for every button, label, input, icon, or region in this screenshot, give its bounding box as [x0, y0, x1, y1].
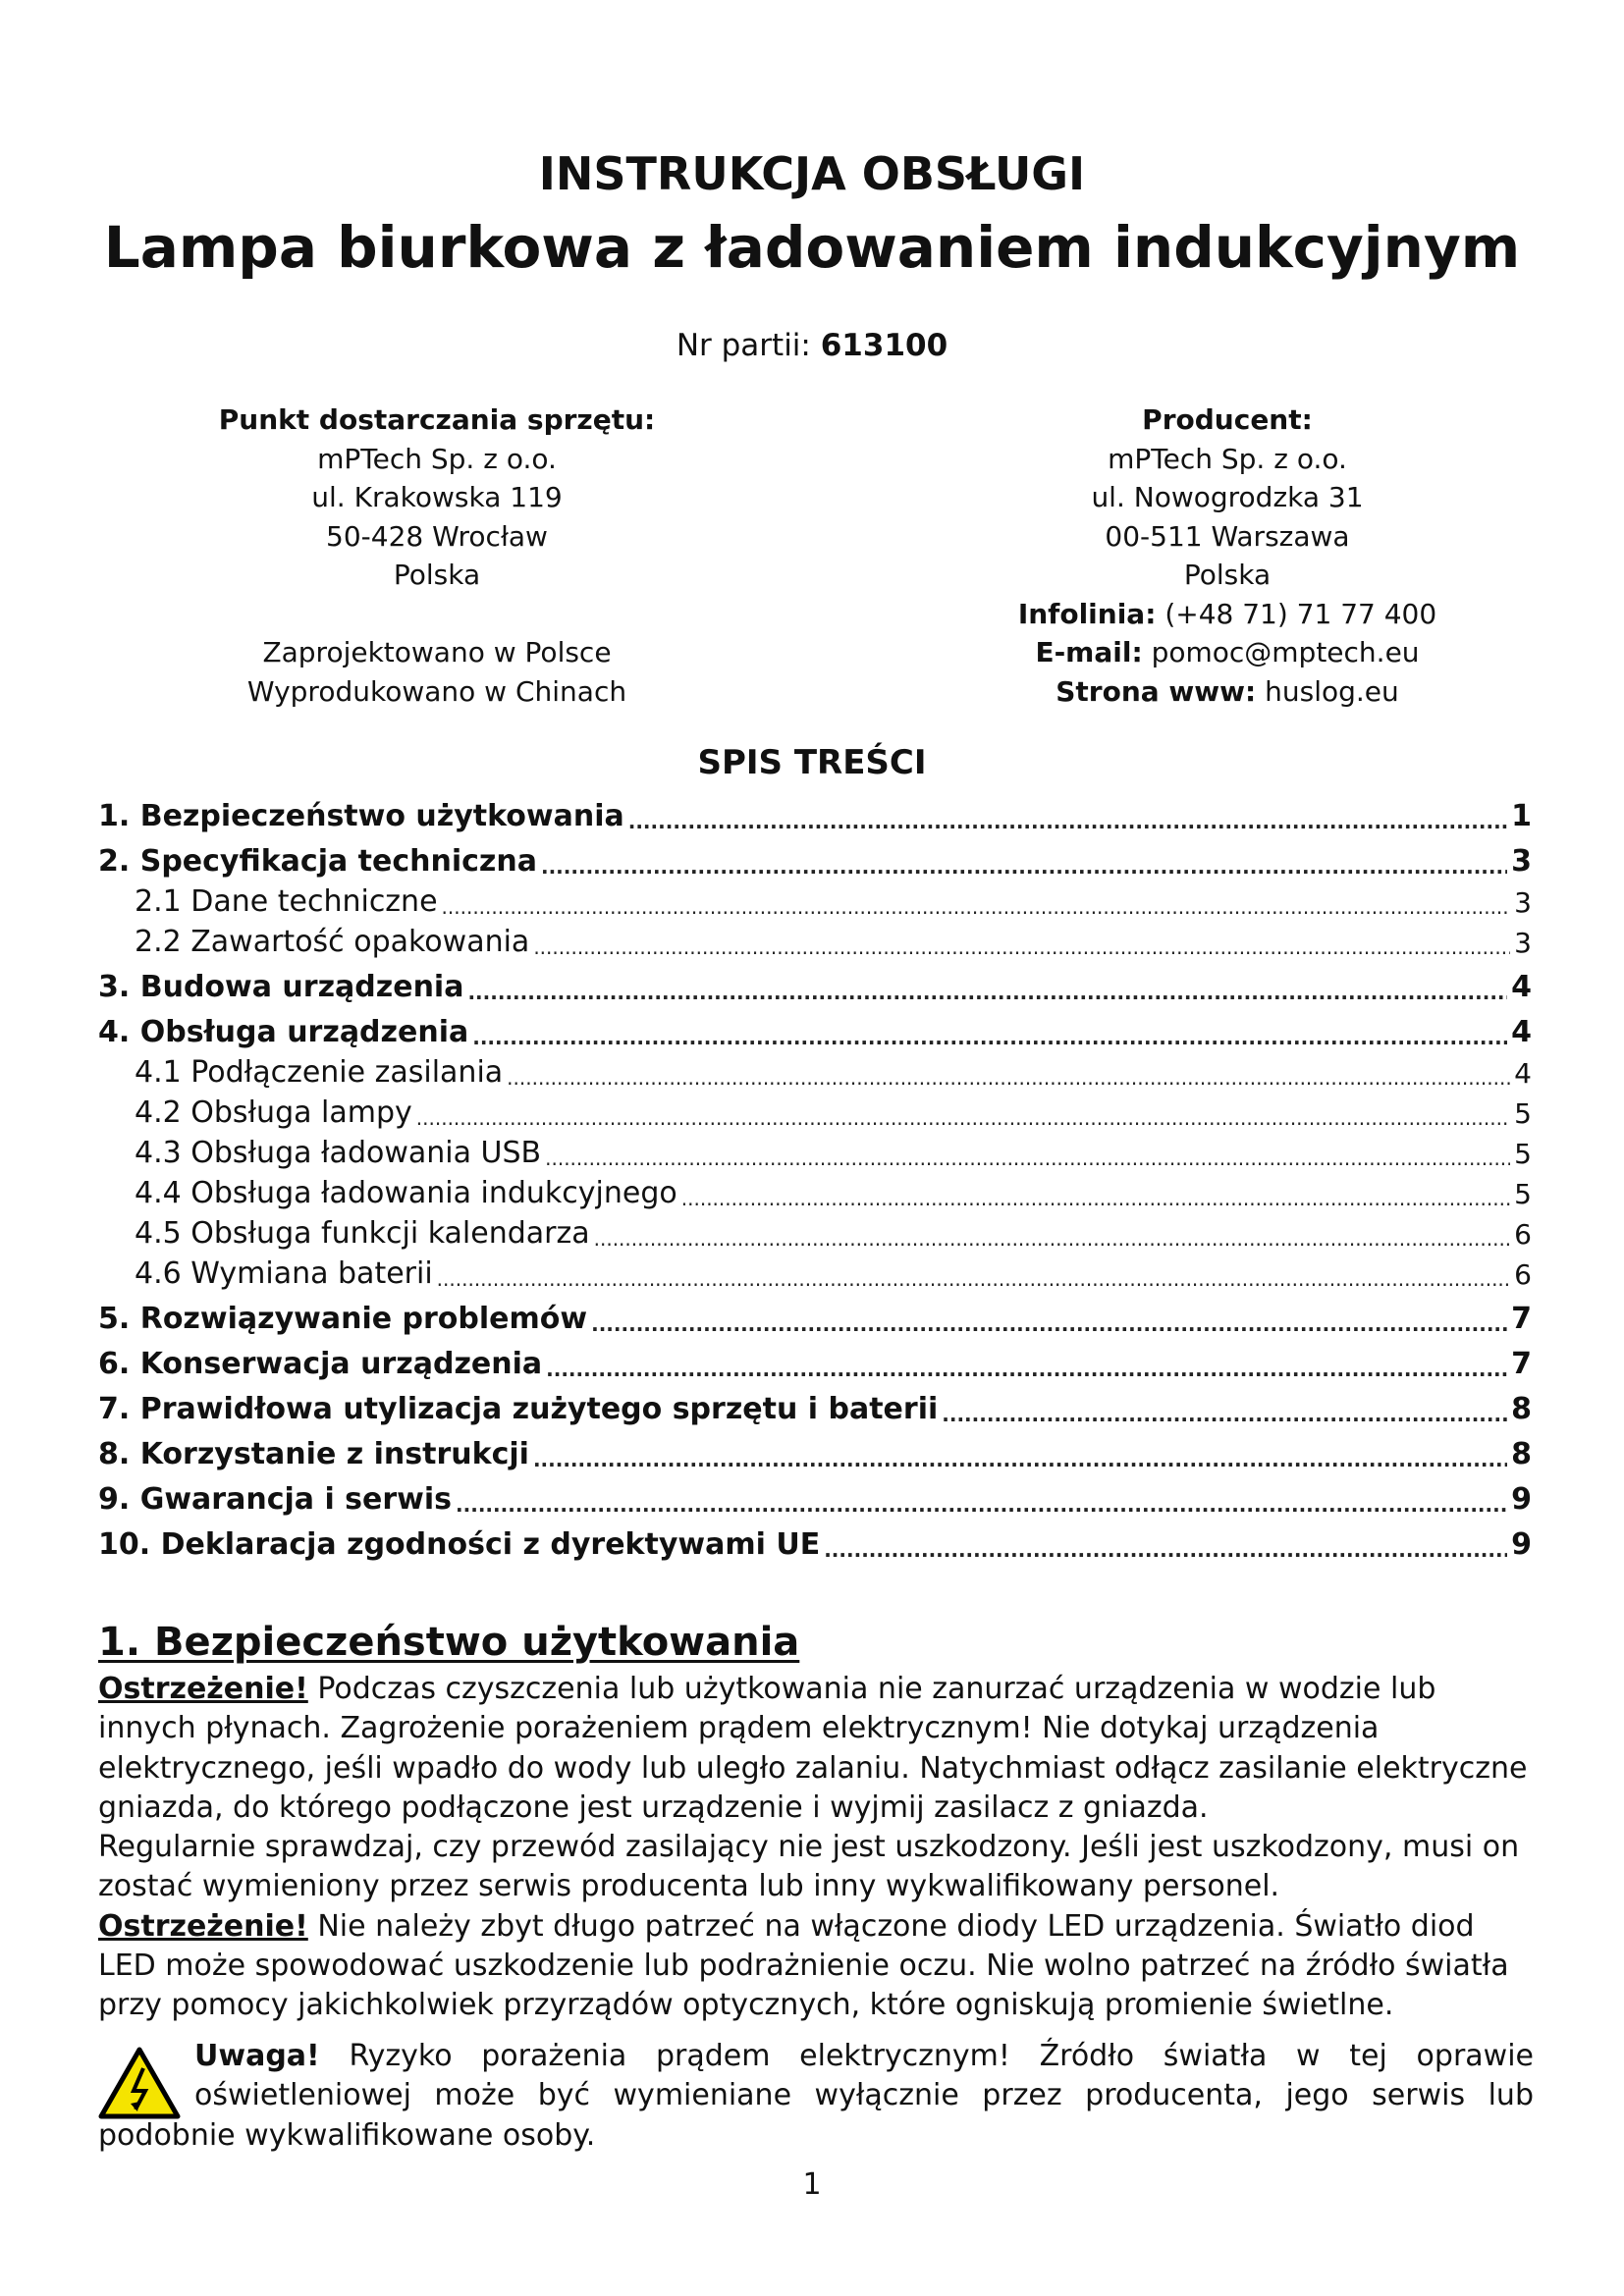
- toc-entry-label: 2. Specyfikacja techniczna: [98, 844, 537, 879]
- toc-entry[interactable]: [98, 919, 1532, 959]
- batch-number-line: [0, 328, 1624, 363]
- toc-entry-page: 3: [1511, 844, 1532, 879]
- toc-leader-dots: [628, 810, 1507, 833]
- toc-leader-dots: [456, 1493, 1507, 1517]
- toc-leader-dots: [533, 1448, 1507, 1471]
- toc-leader-dots: [824, 1538, 1507, 1562]
- toc-entry[interactable]: [98, 1210, 1532, 1251]
- toc-entry-label: 1. Bezpieczeństwo użytkowania: [98, 799, 624, 833]
- toc-entry-page: 7: [1511, 1347, 1532, 1381]
- toc-entry-label: 4. Obsługa urządzenia: [98, 1015, 469, 1049]
- toc-entry-page: 9: [1511, 1482, 1532, 1517]
- email-label: E-mail:: [1035, 636, 1143, 668]
- supply-point-city: 50-428 Wrocław: [326, 519, 548, 553]
- producer-company: mPTech Sp. z o.o.: [1108, 442, 1347, 475]
- toc-entry-label: 4.6 Wymiana baterii: [135, 1256, 433, 1291]
- website-label: Strona www:: [1056, 674, 1257, 708]
- toc-entry[interactable]: [98, 959, 1532, 1004]
- producer-city: 00-511 Warszawa: [1105, 519, 1350, 553]
- producer-street: ul. Nowogrodzka 31: [1091, 481, 1364, 513]
- high-voltage-warning-icon: [98, 2047, 181, 2119]
- toc-entry-page: 5: [1514, 1138, 1532, 1170]
- paragraph-3-text: Nie należy zbyt długo patrzeć na włączone diody LED urządzenia. Światło diod LED może spowodować uszkodzenie lub podrażnienie oczu. Nie wolno patrzeć na źródło światła przy pomocy jakichkolwiek przyrządów optycznych, które ogniskują promienie świetlne.: [98, 1908, 1509, 2023]
- toc-entry[interactable]: [98, 1170, 1532, 1210]
- batch-number: 613100: [820, 328, 948, 363]
- toc-entry-page: 5: [1514, 1097, 1532, 1130]
- caution-line-3: podobnie wykwalifikowane osoby.: [98, 2117, 596, 2153]
- toc-entry-page: 9: [1511, 1527, 1532, 1562]
- supply-point-company: mPTech Sp. z o.o.: [317, 442, 557, 475]
- toc-entry[interactable]: [98, 1517, 1532, 1562]
- producer-email: [982, 633, 1473, 672]
- made-in: Wyprodukowano w Chinach: [246, 674, 627, 708]
- hotline-label: Infolinia:: [1017, 597, 1157, 630]
- warning-label-1: Ostrzeżenie!: [98, 1672, 308, 1706]
- toc-entry[interactable]: [98, 1426, 1532, 1471]
- toc-leader-dots: [467, 981, 1507, 1004]
- supply-point-block: [187, 400, 687, 711]
- toc-leader-dots: [681, 1187, 1510, 1210]
- toc-entry[interactable]: [98, 1381, 1532, 1426]
- hotline-value: (+48 71) 71 77 400: [1164, 597, 1437, 630]
- paragraph-1-text: Podczas czyszczenia lub użytkowania nie zanurzać urządzenia w wodzie lub innych płynach. Zagrożenie porażeniem prądem elektrycznym! Nie dotykaj urządzenia elektrycznego, jeśli wpadło do wody lub uległo zalaniu. Natychmiast odłącz zasilanie elektryczne gniazda, do którego podłączone jest urządzenie i wyjmij zasilacz z gniazda.: [98, 1672, 1528, 1825]
- toc-entry-label: 4.2 Obsługa lampy: [135, 1095, 412, 1130]
- toc-leader-dots: [437, 1267, 1511, 1291]
- toc-title: SPIS TREŚCI: [697, 743, 927, 782]
- batch-label: Nr partii:: [676, 328, 811, 363]
- toc-entry-label: 4.5 Obsługa funkcji kalendarza: [135, 1216, 590, 1251]
- paragraph-3: [98, 1907, 1534, 2026]
- toc-entry[interactable]: [98, 788, 1532, 833]
- toc-entry-page: 6: [1514, 1258, 1532, 1291]
- toc-entry-label: 2.1 Dane techniczne: [135, 884, 438, 919]
- supply-point-heading: Punkt dostarczania sprzętu:: [218, 403, 656, 436]
- email-value[interactable]: pomoc@mptech.eu: [1151, 636, 1420, 668]
- producer-block: [982, 400, 1473, 711]
- product-title: Lampa biurkowa z ładowaniem indukcyjnym: [103, 214, 1521, 281]
- toc-entry-label: 4.3 Obsługa ładowania USB: [135, 1136, 542, 1170]
- section-1-title: 1. Bezpieczeństwo użytkowania: [98, 1620, 800, 1665]
- caution-line-1: [98, 2037, 1534, 2076]
- supply-point-country: Polska: [393, 559, 481, 591]
- designed-in: Zaprojektowano w Polsce: [262, 636, 612, 668]
- supply-point-street: ul. Krakowska 119: [311, 481, 563, 513]
- section-1-body: [98, 1670, 1534, 2026]
- toc-leader-dots: [533, 935, 1510, 959]
- producer-heading: Producent:: [1142, 403, 1313, 436]
- toc-entry[interactable]: [98, 1049, 1532, 1090]
- toc-entry[interactable]: [98, 1251, 1532, 1291]
- toc-entry-page: 1: [1511, 799, 1532, 833]
- toc-entry-label: 5. Rozwiązywanie problemów: [98, 1302, 588, 1336]
- caution-label: Uwaga!: [194, 2039, 320, 2073]
- caution-line-1-text: Ryzyko porażenia prądem elektrycznym! Źródło światła w tej oprawie: [349, 2039, 1534, 2073]
- toc-entry-label: 9. Gwarancja i serwis: [98, 1482, 453, 1517]
- toc-leader-dots: [541, 855, 1507, 879]
- toc-entry-page: 4: [1511, 970, 1532, 1004]
- toc-entry-page: 8: [1511, 1392, 1532, 1426]
- toc-entry-label: 10. Deklaracja zgodności z dyrektywami UE: [98, 1527, 821, 1562]
- producer-hotline: [982, 595, 1473, 634]
- toc-leader-dots: [546, 1358, 1507, 1381]
- toc-entry-label: 6. Konserwacja urządzenia: [98, 1347, 543, 1381]
- table-of-contents: [98, 788, 1532, 1562]
- toc-entry-page: 6: [1514, 1218, 1532, 1251]
- toc-entry-page: 3: [1514, 886, 1532, 919]
- toc-entry-label: 4.1 Podłączenie zasilania: [135, 1055, 504, 1090]
- page-number: 1: [802, 2167, 822, 2202]
- website-value[interactable]: huslog.eu: [1265, 674, 1399, 708]
- toc-entry-page: 5: [1514, 1178, 1532, 1210]
- toc-entry-label: 4.4 Obsługa ładowania indukcyjnego: [135, 1176, 677, 1210]
- paragraph-1: [98, 1670, 1534, 1828]
- toc-entry-page: 7: [1511, 1302, 1532, 1336]
- toc-entry-page: 3: [1514, 927, 1532, 959]
- toc-entry[interactable]: [98, 1291, 1532, 1336]
- toc-entry[interactable]: [98, 1090, 1532, 1130]
- toc-entry[interactable]: [98, 879, 1532, 919]
- toc-entry[interactable]: [98, 1336, 1532, 1381]
- toc-entry-label: 7. Prawidłowa utylizacja zużytego sprzętu i baterii: [98, 1392, 939, 1426]
- toc-leader-dots: [507, 1066, 1510, 1090]
- toc-leader-dots: [942, 1403, 1507, 1426]
- toc-entry[interactable]: [98, 833, 1532, 879]
- producer-country: Polska: [1183, 559, 1272, 591]
- caution-block: [98, 2037, 1534, 2156]
- toc-entry[interactable]: [98, 1471, 1532, 1517]
- toc-leader-dots: [416, 1106, 1510, 1130]
- toc-entry-label: 2.2 Zawartość opakowania: [135, 925, 530, 959]
- document-type-heading: INSTRUKCJA OBSŁUGI: [538, 147, 1086, 200]
- toc-leader-dots: [442, 895, 1511, 919]
- toc-entry-label: 3. Budowa urządzenia: [98, 970, 464, 1004]
- caution-line-2: oświetleniowej może być wymieniane wyłącznie przez producenta, jego serwis lub: [194, 2078, 1534, 2113]
- toc-leader-dots: [594, 1227, 1511, 1251]
- toc-leader-dots: [472, 1026, 1507, 1049]
- toc-entry-page: 4: [1511, 1015, 1532, 1049]
- toc-entry-page: 8: [1511, 1437, 1532, 1471]
- toc-entry-label: 8. Korzystanie z instrukcji: [98, 1437, 529, 1471]
- warning-label-2: Ostrzeżenie!: [98, 1908, 308, 1944]
- toc-entry[interactable]: [98, 1130, 1532, 1170]
- paragraph-2: Regularnie sprawdzaj, czy przewód zasilający nie jest uszkodzony. Jeśli jest uszkodzony, musi on zostać wymieniony przez serwis producenta lub inny wykwalifikowany personel.: [98, 1830, 1520, 1904]
- toc-leader-dots: [591, 1312, 1507, 1336]
- toc-leader-dots: [545, 1147, 1510, 1170]
- toc-entry-page: 4: [1514, 1057, 1532, 1090]
- toc-entry[interactable]: [98, 1004, 1532, 1049]
- producer-website: [982, 672, 1473, 712]
